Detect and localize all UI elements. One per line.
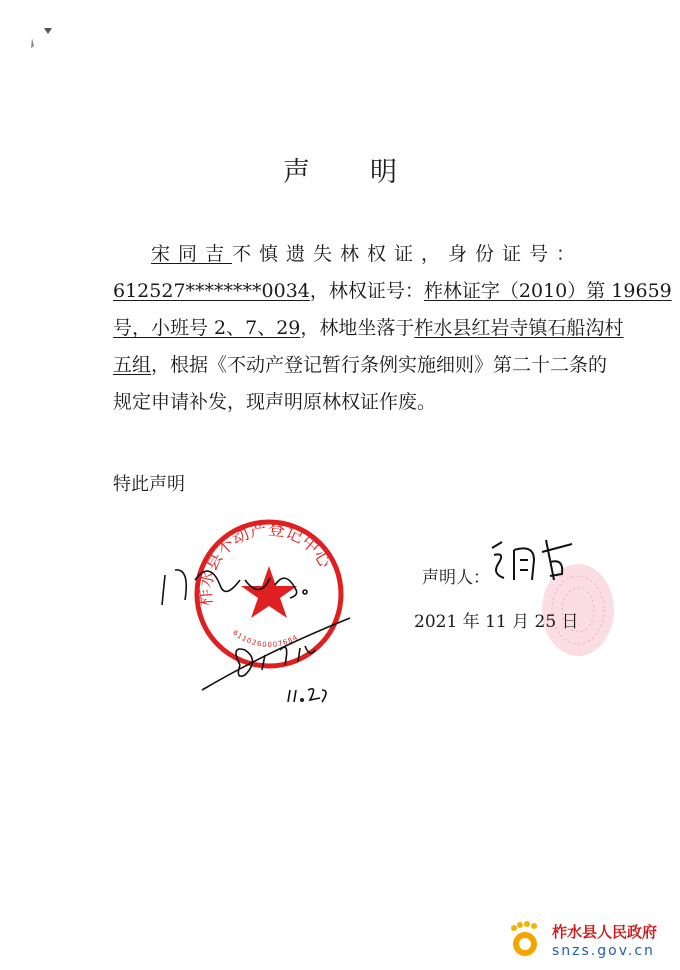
body-line-4 (113, 347, 610, 384)
forest-location: 柞水县红岩寺镇石船沟村 (414, 317, 624, 339)
declarant-signature-icon (484, 530, 584, 590)
site-name: 柞水县人民政府 (552, 923, 658, 941)
svg-text:柞水县不动产登记中心: 柞水县不动产登记中心 (195, 519, 336, 607)
body-text: ，林地坐落于 (300, 317, 415, 339)
site-url: snzs.gov.cn (552, 943, 655, 959)
forest-location-cont: 五组 (113, 354, 152, 376)
svg-text:11.25: 11.25 (288, 705, 291, 706)
id-number: 612527********0034 (113, 280, 310, 302)
statement-body (113, 236, 672, 421)
closing-text: 特此声明 (113, 474, 185, 495)
body-text: ，根据《不动产登记暂行条例实施细则》第二十二条的 (151, 354, 608, 376)
declarant-label: 声明人： (422, 568, 490, 588)
svg-text:6110260007684: 6110260007684 (231, 628, 300, 650)
body-line-2 (113, 273, 672, 310)
declarant-name: 宋同吉 (151, 243, 233, 265)
plot-numbers: 号，小班号 2、7、29 (113, 317, 301, 339)
certificate-number: 柞林证字（2010）第 19659 (423, 280, 672, 302)
body-text: 不慎遗失林权证，身份证号： (232, 243, 584, 265)
body-line-3 (113, 310, 624, 347)
scan-mark-icon (28, 28, 58, 58)
page-title: 声明 (283, 157, 457, 188)
site-logo-icon (508, 920, 542, 958)
body-line-1 (113, 236, 610, 273)
body-text: ，林权证号： (309, 280, 424, 302)
declaration-date: 2021 年 11 月 25 日 (414, 612, 579, 632)
body-line-5: 规定申请补发，现声明原林权证作废。 (113, 391, 437, 413)
handwritten-annotation-icon (150, 540, 370, 710)
